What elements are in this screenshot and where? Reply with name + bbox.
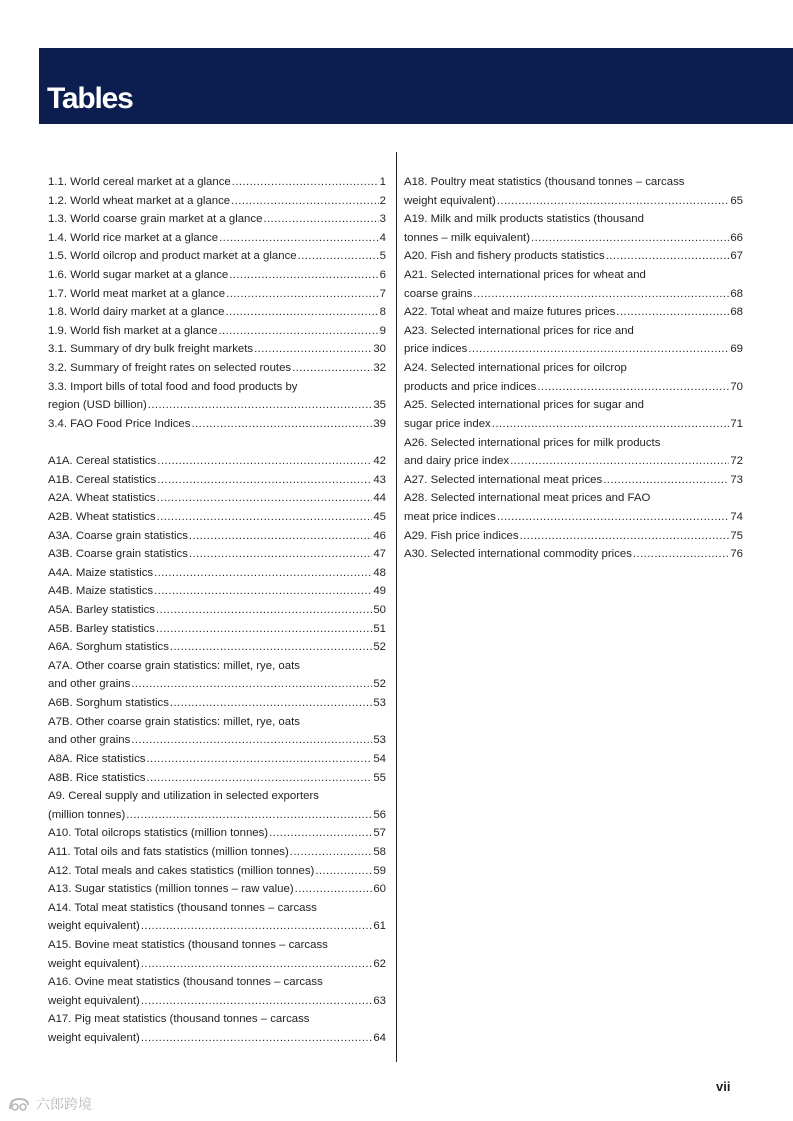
toc-leader-dots xyxy=(229,266,378,285)
toc-entry-title: A14. Total meat statistics (thousand tonnes – carcass xyxy=(48,901,317,914)
toc-entry[interactable] xyxy=(404,471,743,490)
toc-entry[interactable] xyxy=(404,434,743,471)
toc-page-number: 63 xyxy=(373,994,386,1007)
toc-leader-dots xyxy=(292,359,372,378)
toc-page-number: 72 xyxy=(730,455,743,468)
toc-entry-title: price indices xyxy=(404,343,468,356)
toc-entry-title: 3.3. Import bills of total food and food products by xyxy=(48,380,298,393)
toc-entry[interactable] xyxy=(48,229,386,248)
toc-leader-dots xyxy=(146,769,372,788)
toc-page-number: 50 xyxy=(373,604,386,617)
toc-page-number: 32 xyxy=(373,362,386,375)
toc-page-number: 39 xyxy=(373,417,386,430)
toc-leader-dots xyxy=(157,471,372,490)
toc-leader-dots xyxy=(225,303,378,322)
toc-leader-dots xyxy=(606,247,730,266)
toc-entry-title: 1.8. World dairy market at a glance xyxy=(48,306,225,319)
toc-entry[interactable] xyxy=(48,1010,386,1047)
toc-line xyxy=(48,899,386,918)
toc-page-number: 64 xyxy=(373,1032,386,1045)
toc-leader-dots xyxy=(290,843,373,862)
toc-leader-dots xyxy=(492,415,730,434)
toc-page-number: 52 xyxy=(373,641,386,654)
watermark-logo-icon xyxy=(8,1095,30,1113)
toc-page-number: 49 xyxy=(373,585,386,598)
toc-entry-title: (million tonnes) xyxy=(48,808,126,821)
toc-line xyxy=(48,303,386,322)
toc-page-number: 45 xyxy=(373,510,386,523)
toc-line xyxy=(404,452,743,471)
toc-leader-dots xyxy=(315,862,372,881)
toc-line xyxy=(48,731,386,750)
toc-line xyxy=(404,359,743,378)
toc-leader-dots xyxy=(191,415,372,434)
toc-leader-dots xyxy=(616,303,729,322)
toc-line xyxy=(48,545,386,564)
toc-page-number: 35 xyxy=(373,399,386,412)
toc-entry-title: meat price indices xyxy=(404,510,496,523)
toc-line xyxy=(48,471,386,490)
toc-line xyxy=(48,452,386,471)
toc-gap xyxy=(48,434,386,453)
toc-entry-title: A20. Fish and fishery products statistics xyxy=(404,250,605,263)
toc-page-number: 3 xyxy=(379,213,386,226)
toc-entry-title: 3.1. Summary of dry bulk freight markets xyxy=(48,343,254,356)
toc-leader-dots xyxy=(520,527,730,546)
toc-line xyxy=(48,378,386,397)
toc-page-number: 61 xyxy=(373,920,386,933)
toc-line xyxy=(48,657,386,676)
toc-entry-title: A5B. Barley statistics xyxy=(48,622,155,635)
toc-entry-title: and dairy price index xyxy=(404,455,510,468)
toc-line xyxy=(48,415,386,434)
toc-entry-title: 1.6. World sugar market at a glance xyxy=(48,269,229,282)
toc-line xyxy=(48,806,386,825)
toc-page-number: 69 xyxy=(730,343,743,356)
toc-page-number: 7 xyxy=(379,287,386,300)
toc-entry-title: sugar price index xyxy=(404,417,491,430)
toc-entry[interactable] xyxy=(404,247,743,266)
toc-entry-title: A13. Sugar statistics (million tonnes – raw value) xyxy=(48,883,294,896)
toc-entry-title: A17. Pig meat statistics (thousand tonnes – carcass xyxy=(48,1013,310,1026)
toc-leader-dots xyxy=(131,675,372,694)
toc-entry[interactable] xyxy=(48,936,386,973)
toc-entry-title: products and price indices xyxy=(404,380,537,393)
toc-entry[interactable] xyxy=(48,508,386,527)
toc-page-number: 46 xyxy=(373,529,386,542)
toc-line xyxy=(404,527,743,546)
toc-page-number: 48 xyxy=(373,566,386,579)
toc-leader-dots xyxy=(141,955,373,974)
toc-line xyxy=(404,340,743,359)
toc-entry-title: A3B. Coarse grain statistics xyxy=(48,548,188,561)
toc-line xyxy=(48,750,386,769)
toc-page-number: 60 xyxy=(373,883,386,896)
toc-leader-dots xyxy=(131,731,372,750)
toc-line xyxy=(48,173,386,192)
toc-leader-dots xyxy=(298,247,379,266)
toc-leader-dots xyxy=(269,824,372,843)
toc-line xyxy=(404,303,743,322)
toc-entry[interactable] xyxy=(48,564,386,583)
toc-line xyxy=(48,620,386,639)
toc-entry[interactable] xyxy=(404,303,743,322)
toc-entry[interactable] xyxy=(404,396,743,433)
page-title: Tables xyxy=(47,82,133,115)
toc-line xyxy=(48,266,386,285)
toc-entry-title: A10. Total oilcrops statistics (million tonnes) xyxy=(48,827,269,840)
toc-entry[interactable] xyxy=(48,247,386,266)
toc-leader-dots xyxy=(295,880,373,899)
toc-entry-title: A2A. Wheat statistics xyxy=(48,492,156,505)
toc-leader-dots xyxy=(141,1029,373,1048)
toc-entry[interactable] xyxy=(48,862,386,881)
toc-entry[interactable] xyxy=(404,545,743,564)
toc-line xyxy=(404,247,743,266)
toc-page-number: 54 xyxy=(373,752,386,765)
toc-entry[interactable] xyxy=(48,173,386,192)
toc-page-number: 55 xyxy=(373,771,386,784)
toc-entry[interactable] xyxy=(404,173,743,210)
toc-entry[interactable] xyxy=(48,620,386,639)
toc-line xyxy=(48,843,386,862)
toc-leader-dots xyxy=(232,173,379,192)
toc-leader-dots xyxy=(633,545,729,564)
toc-page-number: 5 xyxy=(379,250,386,263)
toc-right-column xyxy=(404,173,743,564)
toc-leader-dots xyxy=(154,564,372,583)
toc-line xyxy=(48,396,386,415)
toc-page-number: 6 xyxy=(379,269,386,282)
toc-line xyxy=(404,396,743,415)
toc-entry-title: A26. Selected international prices for milk products xyxy=(404,436,661,449)
toc-entry[interactable] xyxy=(48,452,386,471)
toc-leader-dots xyxy=(497,192,730,211)
toc-entry[interactable] xyxy=(48,824,386,843)
toc-page-number: 65 xyxy=(730,194,743,207)
toc-leader-dots xyxy=(497,508,730,527)
toc-line xyxy=(404,415,743,434)
toc-line xyxy=(48,359,386,378)
toc-line xyxy=(48,247,386,266)
toc-entry[interactable] xyxy=(48,843,386,862)
toc-entry[interactable] xyxy=(48,192,386,211)
toc-entry-title: 1.3. World coarse grain market at a glance xyxy=(48,213,263,226)
toc-entry-title: A6B. Sorghum statistics xyxy=(48,697,169,710)
toc-page-number: 53 xyxy=(373,734,386,747)
toc-page-number: 56 xyxy=(373,808,386,821)
toc-entry[interactable] xyxy=(48,471,386,490)
toc-entry-title: A12. Total meals and cakes statistics (million tonnes) xyxy=(48,864,315,877)
toc-leader-dots xyxy=(473,285,729,304)
toc-line xyxy=(404,210,743,229)
toc-leader-dots xyxy=(126,806,372,825)
toc-line xyxy=(48,694,386,713)
toc-line xyxy=(48,564,386,583)
toc-line xyxy=(48,955,386,974)
toc-entry-title: weight equivalent) xyxy=(48,920,140,933)
toc-leader-dots xyxy=(263,210,378,229)
toc-line xyxy=(48,862,386,881)
toc-leader-dots xyxy=(148,396,373,415)
toc-leader-dots xyxy=(603,471,729,490)
toc-line xyxy=(48,1010,386,1029)
toc-entry[interactable] xyxy=(404,527,743,546)
toc-entry-title: A28. Selected international meat prices and FAO xyxy=(404,492,651,505)
toc-page-number: 67 xyxy=(730,250,743,263)
toc-line xyxy=(48,210,386,229)
toc-leader-dots xyxy=(189,527,372,546)
toc-line xyxy=(48,992,386,1011)
toc-leader-dots xyxy=(170,694,372,713)
toc-line xyxy=(48,229,386,248)
toc-entry-title: A8A. Rice statistics xyxy=(48,752,146,765)
toc-line xyxy=(48,582,386,601)
column-divider xyxy=(396,152,397,1062)
toc-line xyxy=(48,973,386,992)
toc-leader-dots xyxy=(157,452,372,471)
toc-leader-dots xyxy=(254,340,372,359)
toc-line xyxy=(48,936,386,955)
toc-line xyxy=(404,322,743,341)
toc-line xyxy=(48,1029,386,1048)
toc-entry-title: 1.5. World oilcrop and product market at a glance xyxy=(48,250,297,263)
toc-leader-dots xyxy=(219,229,379,248)
toc-leader-dots xyxy=(226,285,379,304)
toc-page-number: 4 xyxy=(379,231,386,244)
toc-entry[interactable] xyxy=(48,601,386,620)
toc-entry-title: and other grains xyxy=(48,678,131,691)
toc-line xyxy=(48,322,386,341)
toc-leader-dots xyxy=(157,489,373,508)
toc-line xyxy=(48,340,386,359)
toc-entry-title: A11. Total oils and fats statistics (million tonnes) xyxy=(48,845,289,858)
toc-entry-title: 1.4. World rice market at a glance xyxy=(48,231,219,244)
toc-entry[interactable] xyxy=(48,322,386,341)
toc-entry[interactable] xyxy=(48,285,386,304)
toc-entry[interactable] xyxy=(404,322,743,359)
toc-leader-dots xyxy=(531,229,729,248)
watermark xyxy=(8,1094,92,1114)
toc-line xyxy=(404,545,743,564)
toc-leader-dots xyxy=(231,192,379,211)
toc-leader-dots xyxy=(156,601,372,620)
toc-line xyxy=(48,675,386,694)
toc-line xyxy=(404,489,743,508)
toc-leader-dots xyxy=(537,378,729,397)
toc-page-number: 9 xyxy=(379,324,386,337)
toc-page-number: 70 xyxy=(730,380,743,393)
toc-entry-title: A5A. Barley statistics xyxy=(48,604,155,617)
toc-entry-title: 1.7. World meat market at a glance xyxy=(48,287,226,300)
header-band xyxy=(39,48,793,124)
toc-entry[interactable] xyxy=(48,415,386,434)
toc-leader-dots xyxy=(146,750,372,769)
toc-entry-title: A7B. Other coarse grain statistics: millet, rye, oats xyxy=(48,715,300,728)
toc-entry-title: A9. Cereal supply and utilization in selected exporters xyxy=(48,790,319,803)
toc-entry-title: A30. Selected international commodity prices xyxy=(404,548,632,561)
toc-entry-title: A2B. Wheat statistics xyxy=(48,510,156,523)
toc-line xyxy=(404,266,743,285)
toc-entry[interactable] xyxy=(404,359,743,396)
toc-entry-title: 1.2. World wheat market at a glance xyxy=(48,194,231,207)
toc-entry-title: 1.9. World fish market at a glance xyxy=(48,324,218,337)
toc-entry[interactable] xyxy=(48,787,386,824)
toc-page-number: 68 xyxy=(730,287,743,300)
toc-line xyxy=(48,769,386,788)
toc-entry-title: 3.4. FAO Food Price Indices xyxy=(48,417,191,430)
toc-entry-title: weight equivalent) xyxy=(48,1032,140,1045)
toc-line xyxy=(48,508,386,527)
toc-entry-title: A25. Selected international prices for sugar and xyxy=(404,399,644,412)
toc-page-number: 1 xyxy=(379,176,386,188)
toc-entry-title: A18. Poultry meat statistics (thousand tonnes – carcass xyxy=(404,176,685,188)
toc-page-number: 42 xyxy=(373,455,386,468)
toc-page-number: 44 xyxy=(373,492,386,505)
toc-page-number: 74 xyxy=(730,510,743,523)
toc-entry[interactable] xyxy=(48,527,386,546)
toc-entry[interactable] xyxy=(48,359,386,378)
toc-line xyxy=(48,713,386,732)
toc-page-number: 30 xyxy=(373,343,386,356)
toc-page-number: 73 xyxy=(730,473,743,486)
toc-entry[interactable] xyxy=(48,545,386,564)
toc-line xyxy=(404,378,743,397)
toc-line xyxy=(404,471,743,490)
toc-leader-dots xyxy=(157,508,373,527)
toc-entry[interactable] xyxy=(48,694,386,713)
toc-leader-dots xyxy=(510,452,729,471)
toc-line xyxy=(48,527,386,546)
toc-line xyxy=(404,285,743,304)
toc-entry-title: tonnes – milk equivalent) xyxy=(404,231,530,244)
toc-page-number: 47 xyxy=(373,548,386,561)
toc-entry-title: and other grains xyxy=(48,734,131,747)
toc-entry[interactable] xyxy=(48,973,386,1010)
toc-entry[interactable] xyxy=(48,899,386,936)
toc-line xyxy=(404,192,743,211)
toc-entry-title: A24. Selected international prices for oilcrop xyxy=(404,362,627,375)
toc-entry-title: A29. Fish price indices xyxy=(404,529,519,542)
toc-line xyxy=(48,489,386,508)
toc-entry[interactable] xyxy=(404,210,743,247)
toc-entry-title: weight equivalent) xyxy=(48,994,140,1007)
toc-page-number: 76 xyxy=(730,548,743,561)
toc-entry-title: A4B. Maize statistics xyxy=(48,585,154,598)
toc-entry-title: A8B. Rice statistics xyxy=(48,771,146,784)
toc-entry-title: 3.2. Summary of freight rates on selected routes xyxy=(48,362,292,375)
toc-entry-title: A27. Selected international meat prices xyxy=(404,473,603,486)
toc-entry-title: A1B. Cereal statistics xyxy=(48,473,157,486)
toc-line xyxy=(48,285,386,304)
toc-entry[interactable] xyxy=(48,303,386,322)
watermark-text: 六郎跨境 xyxy=(36,1096,92,1112)
toc-entry[interactable] xyxy=(48,638,386,657)
toc-entry[interactable] xyxy=(48,489,386,508)
toc-entry-title: 1.1. World cereal market at a glance xyxy=(48,176,231,188)
toc-leader-dots xyxy=(141,992,373,1011)
toc-page-number: 43 xyxy=(373,473,386,486)
toc-entry[interactable] xyxy=(48,880,386,899)
toc-line xyxy=(48,824,386,843)
toc-entry[interactable] xyxy=(48,340,386,359)
page-number: vii xyxy=(716,1079,731,1094)
toc-entry-title: A1A. Cereal statistics xyxy=(48,455,157,468)
toc-entry-title: A7A. Other coarse grain statistics: millet, rye, oats xyxy=(48,659,300,672)
toc-page-number: 52 xyxy=(373,678,386,691)
toc-entry[interactable] xyxy=(404,266,743,303)
toc-line xyxy=(48,638,386,657)
toc-page-number: 57 xyxy=(373,827,386,840)
toc-entry[interactable] xyxy=(48,210,386,229)
toc-page-number: 71 xyxy=(730,417,743,430)
toc-entry-title: A16. Ovine meat statistics (thousand tonnes – carcass xyxy=(48,976,323,989)
toc-entry-title: coarse grains xyxy=(404,287,473,300)
toc-entry-title: A15. Bovine meat statistics (thousand tonnes – carcass xyxy=(48,938,328,951)
toc-entry-title: A23. Selected international prices for rice and xyxy=(404,324,634,337)
toc-page-number: 66 xyxy=(730,231,743,244)
toc-page-number: 68 xyxy=(730,306,743,319)
toc-entry-title: A3A. Coarse grain statistics xyxy=(48,529,188,542)
toc-entry-title: A22. Total wheat and maize futures prices xyxy=(404,306,616,319)
toc-page-number: 58 xyxy=(373,845,386,858)
toc-line xyxy=(48,880,386,899)
toc-page-number: 62 xyxy=(373,957,386,970)
toc-entry[interactable] xyxy=(48,266,386,285)
toc-page-number: 75 xyxy=(730,529,743,542)
toc-leader-dots xyxy=(156,620,372,639)
toc-entry[interactable] xyxy=(48,750,386,769)
toc-entry[interactable] xyxy=(48,713,386,750)
toc-leader-dots xyxy=(189,545,372,564)
toc-leader-dots xyxy=(141,917,373,936)
toc-entry-title: A21. Selected international prices for wheat and xyxy=(404,269,646,282)
toc-line xyxy=(404,508,743,527)
toc-line xyxy=(404,173,743,192)
toc-page-number: 2 xyxy=(379,194,386,207)
toc-line xyxy=(404,229,743,248)
toc-entry-title: region (USD billion) xyxy=(48,399,147,412)
toc-entry-title: weight equivalent) xyxy=(48,957,140,970)
toc-entry[interactable] xyxy=(404,489,743,526)
toc-line xyxy=(48,601,386,620)
toc-page-number: 59 xyxy=(373,864,386,877)
toc-leader-dots xyxy=(154,582,372,601)
toc-line xyxy=(48,192,386,211)
toc-entry-title: A6A. Sorghum statistics xyxy=(48,641,169,654)
toc-line xyxy=(404,434,743,453)
toc-entry[interactable] xyxy=(48,657,386,694)
toc-leader-dots xyxy=(468,340,729,359)
toc-line xyxy=(48,917,386,936)
toc-line xyxy=(48,787,386,806)
toc-page-number: 51 xyxy=(373,622,386,635)
toc-leader-dots xyxy=(170,638,372,657)
toc-entry[interactable] xyxy=(48,582,386,601)
toc-entry-title: weight equivalent) xyxy=(404,194,496,207)
toc-entry-title: A19. Milk and milk products statistics (thousand xyxy=(404,213,644,226)
toc-entry-title: A4A. Maize statistics xyxy=(48,566,154,579)
toc-leader-dots xyxy=(218,322,378,341)
toc-left-column xyxy=(48,173,386,1048)
toc-page-number: 53 xyxy=(373,697,386,710)
toc-entry[interactable] xyxy=(48,378,386,415)
toc-page-number: 8 xyxy=(379,306,386,319)
toc-entry[interactable] xyxy=(48,769,386,788)
